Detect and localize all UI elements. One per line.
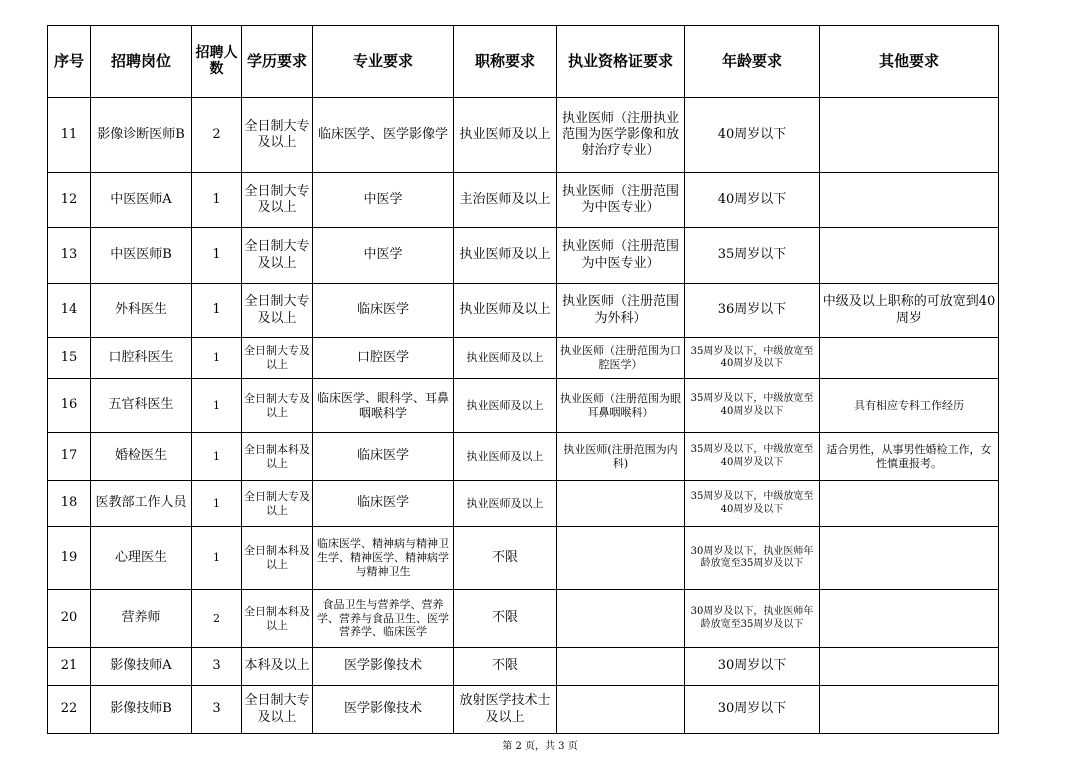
cell-position: 影像技师A [91, 648, 192, 686]
cell-count: 2 [192, 590, 242, 648]
cell-education: 全日制本科及以上 [242, 590, 313, 648]
cell-certificate [557, 481, 685, 527]
header-position: 招聘岗位 [91, 26, 192, 98]
cell-title: 执业医师及以上 [454, 379, 557, 433]
cell-age: 35周岁及以下，中级放宽至40周岁及以下 [685, 379, 820, 433]
table-row [48, 173, 999, 228]
table-row [48, 527, 999, 590]
cell-education: 本科及以上 [242, 648, 313, 686]
cell-position: 影像技师B [91, 686, 192, 734]
cell-other [820, 590, 999, 648]
cell-age: 40周岁以下 [685, 98, 820, 173]
cell-major: 医学影像技术 [313, 648, 454, 686]
table-row [48, 98, 999, 173]
cell-seq: 16 [48, 379, 91, 433]
cell-major: 口腔医学 [313, 338, 454, 379]
cell-major: 中医学 [313, 173, 454, 228]
cell-certificate: 执业医师（注册范围为眼耳鼻咽喉科） [557, 379, 685, 433]
recruitment-table [47, 25, 999, 734]
cell-count: 1 [192, 379, 242, 433]
cell-title: 执业医师及以上 [454, 228, 557, 284]
cell-other [820, 228, 999, 284]
cell-title: 执业医师及以上 [454, 284, 557, 338]
cell-age: 36周岁以下 [685, 284, 820, 338]
cell-education: 全日制大专及以上 [242, 338, 313, 379]
cell-title: 主治医师及以上 [454, 173, 557, 228]
cell-certificate: 执业医师（注册范围为中医专业） [557, 228, 685, 284]
cell-age: 35周岁及以下，中级放宽至40周岁及以下 [685, 481, 820, 527]
cell-education: 全日制本科及以上 [242, 527, 313, 590]
cell-position: 中医医师B [91, 228, 192, 284]
cell-seq: 12 [48, 173, 91, 228]
cell-position: 口腔科医生 [91, 338, 192, 379]
table-row [48, 379, 999, 433]
cell-age: 30周岁以下 [685, 686, 820, 734]
cell-certificate: 执业医师（注册范围为外科） [557, 284, 685, 338]
cell-count: 1 [192, 433, 242, 481]
cell-count: 3 [192, 686, 242, 734]
cell-title: 不限 [454, 590, 557, 648]
cell-seq: 17 [48, 433, 91, 481]
cell-count: 1 [192, 284, 242, 338]
header-title: 职称要求 [454, 26, 557, 98]
cell-position: 中医医师A [91, 173, 192, 228]
cell-position: 外科医生 [91, 284, 192, 338]
cell-title: 不限 [454, 648, 557, 686]
header-education: 学历要求 [242, 26, 313, 98]
cell-certificate [557, 648, 685, 686]
cell-major: 临床医学、精神病与精神卫生学、精神医学、精神病学与精神卫生 [313, 527, 454, 590]
cell-certificate [557, 590, 685, 648]
cell-age: 35周岁及以下，中级放宽至40周岁及以下 [685, 338, 820, 379]
cell-other [820, 338, 999, 379]
cell-other: 适合男性，从事男性婚检工作，女性慎重报考。 [820, 433, 999, 481]
cell-certificate [557, 527, 685, 590]
cell-title: 执业医师及以上 [454, 433, 557, 481]
cell-other: 具有相应专科工作经历 [820, 379, 999, 433]
cell-seq: 13 [48, 228, 91, 284]
cell-age: 30周岁及以下，执业医师年龄放宽至35周岁及以下 [685, 527, 820, 590]
cell-other [820, 648, 999, 686]
table-row [48, 433, 999, 481]
cell-count: 1 [192, 481, 242, 527]
cell-major: 医学影像技术 [313, 686, 454, 734]
cell-position: 影像诊断医师B [91, 98, 192, 173]
cell-education: 全日制大专及以上 [242, 228, 313, 284]
cell-other [820, 527, 999, 590]
cell-certificate: 执业医师（注册范围为口腔医学） [557, 338, 685, 379]
cell-seq: 21 [48, 648, 91, 686]
cell-seq: 20 [48, 590, 91, 648]
cell-certificate: 执业医师（注册执业范围为医学影像和放射治疗专业） [557, 98, 685, 173]
cell-education: 全日制大专及以上 [242, 686, 313, 734]
cell-count: 3 [192, 648, 242, 686]
cell-major: 临床医学 [313, 433, 454, 481]
cell-education: 全日制大专及以上 [242, 284, 313, 338]
cell-seq: 18 [48, 481, 91, 527]
cell-age: 30周岁及以下，执业医师年龄放宽至35周岁及以下 [685, 590, 820, 648]
cell-major: 临床医学、眼科学、耳鼻咽喉科学 [313, 379, 454, 433]
cell-seq: 19 [48, 527, 91, 590]
cell-seq: 11 [48, 98, 91, 173]
cell-education: 全日制本科及以上 [242, 433, 313, 481]
cell-count: 1 [192, 228, 242, 284]
cell-major: 临床医学 [313, 284, 454, 338]
cell-position: 婚检医生 [91, 433, 192, 481]
cell-major: 食品卫生与营养学、营养学、营养与食品卫生、医学营养学、临床医学 [313, 590, 454, 648]
cell-other [820, 481, 999, 527]
cell-title: 不限 [454, 527, 557, 590]
header-seq: 序号 [48, 26, 91, 98]
cell-title: 放射医学技术士及以上 [454, 686, 557, 734]
cell-education: 全日制大专及以上 [242, 481, 313, 527]
cell-position: 心理医生 [91, 527, 192, 590]
header-major: 专业要求 [313, 26, 454, 98]
cell-position: 营养师 [91, 590, 192, 648]
header-row [48, 26, 999, 98]
header-certificate: 执业资格证要求 [557, 26, 685, 98]
cell-other [820, 98, 999, 173]
cell-count: 1 [192, 527, 242, 590]
header-other: 其他要求 [820, 26, 999, 98]
table-row [48, 481, 999, 527]
cell-seq: 15 [48, 338, 91, 379]
cell-count: 1 [192, 338, 242, 379]
cell-count: 1 [192, 173, 242, 228]
cell-age: 35周岁以下 [685, 228, 820, 284]
header-age: 年龄要求 [685, 26, 820, 98]
table-row [48, 338, 999, 379]
cell-seq: 22 [48, 686, 91, 734]
table-row [48, 686, 999, 734]
cell-other [820, 173, 999, 228]
table-row [48, 590, 999, 648]
cell-seq: 14 [48, 284, 91, 338]
cell-count: 2 [192, 98, 242, 173]
cell-education: 全日制大专及以上 [242, 379, 313, 433]
cell-education: 全日制大专及以上 [242, 98, 313, 173]
cell-age: 40周岁以下 [685, 173, 820, 228]
cell-certificate: 执业医师(注册范围为内科) [557, 433, 685, 481]
cell-other: 中级及以上职称的可放宽到40周岁 [820, 284, 999, 338]
header-count: 招聘人数 [192, 26, 242, 98]
cell-other [820, 686, 999, 734]
cell-education: 全日制大专及以上 [242, 173, 313, 228]
table-row [48, 648, 999, 686]
cell-title: 执业医师及以上 [454, 338, 557, 379]
table-row [48, 284, 999, 338]
cell-title: 执业医师及以上 [454, 481, 557, 527]
cell-major: 临床医学 [313, 481, 454, 527]
cell-certificate: 执业医师（注册范围为中医专业） [557, 173, 685, 228]
cell-title: 执业医师及以上 [454, 98, 557, 173]
cell-position: 医教部工作人员 [91, 481, 192, 527]
cell-age: 30周岁以下 [685, 648, 820, 686]
cell-age: 35周岁及以下，中级放宽至40周岁及以下 [685, 433, 820, 481]
cell-position: 五官科医生 [91, 379, 192, 433]
cell-certificate [557, 686, 685, 734]
table-row [48, 228, 999, 284]
cell-major: 临床医学、医学影像学 [313, 98, 454, 173]
cell-major: 中医学 [313, 228, 454, 284]
page-footer: 第 2 页，共 3 页 [502, 741, 578, 752]
